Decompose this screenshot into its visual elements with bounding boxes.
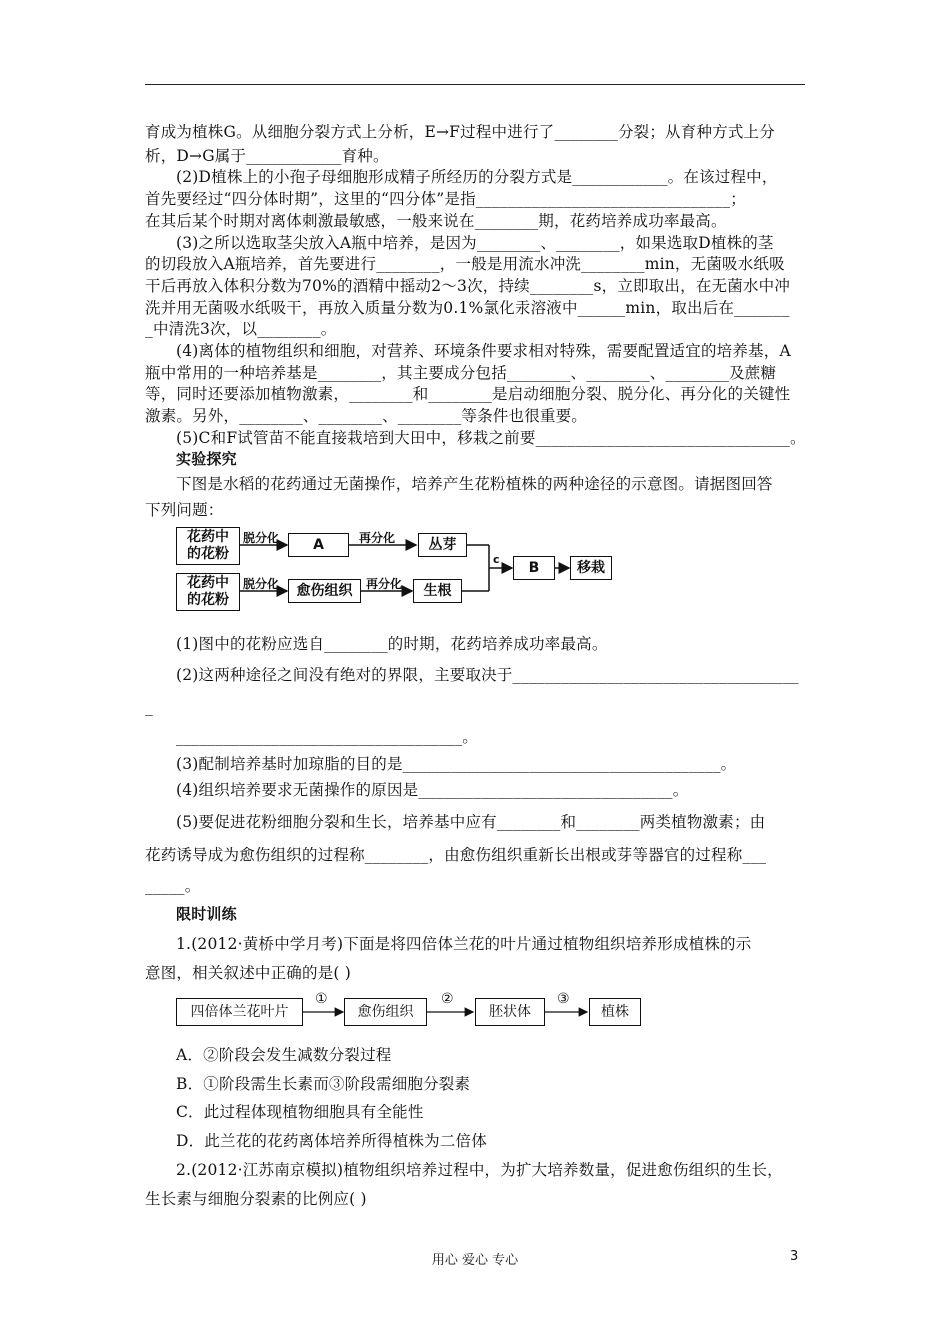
text-line: 洗并用无菌吸水纸吸干，再放入质量分数为0.1%氯化汞溶液中______min，取出后在_______	[145, 299, 790, 317]
text-line: (2)D植株上的小孢子母细胞形成精子所经历的分裂方式是____________。在该过程中，	[176, 168, 778, 186]
text-line: 首先要经过“四分体时期”，这里的“四分体”是指________________________________；	[145, 190, 746, 208]
question-line: (1)图中的花粉应选自________的时期，花药培养成功率最高。	[176, 635, 608, 653]
question-line: (4)组织培养要求无菌操作的原因是________________________________。	[176, 781, 689, 799]
text-line: 瓶中常用的一种培养基是________，其主要成分包括________、________、________及蔗糖	[145, 364, 777, 382]
stage-a-box: A	[288, 533, 349, 557]
transplant-box: 移栽	[570, 556, 612, 580]
text-line: 下图是水稻的花药通过无菌操作，培养产生花粉植株的两种途径的示意图。请据图回答	[176, 475, 773, 493]
text-line: 下列问题：	[145, 501, 224, 519]
embryoid-box: 胚状体	[475, 998, 545, 1026]
option-b: B．①阶段需生长素而③阶段需细胞分裂素	[176, 1075, 471, 1093]
text-line: 育成为植株G。从细胞分裂方式上分析，E→F过程中进行了________分裂；从育种方式上分	[145, 123, 775, 141]
question-line: 1.(2012·黄桥中学月考)下面是将四倍体兰花的叶片通过植物组织培养形成植株的示	[176, 935, 752, 953]
text-line: 析，D→G属于____________育种。	[145, 147, 389, 165]
plant-box: 植株	[589, 998, 641, 1026]
bud-box: 丛芽	[418, 533, 467, 557]
text-line: (3)之所以选取茎尖放入A瓶中培养，是因为________、________，如果选取D植株的茎	[176, 234, 774, 252]
redifferentiation-label: 再分化	[366, 577, 403, 591]
text-line: 在其后某个时期对离体刺激最敏感，一般来说在________期，花药培养成功率最高。	[145, 212, 727, 230]
option-c: C．此过程体现植物细胞具有全能性	[176, 1103, 424, 1121]
text-line: _中清洗3次，以________。	[145, 320, 337, 338]
pollen-source-box: 花药中 的花粉	[176, 527, 240, 565]
question-line: ____________________________________。	[176, 728, 478, 746]
text-line: (5)C和F试管苗不能直接栽培到大田中，移栽之前要________________________________。	[176, 429, 806, 447]
step-c-label: c	[493, 553, 500, 566]
dedifferentiation-label: 脱分化	[243, 531, 280, 545]
question-line: 生长素与细胞分裂素的比例应( )	[145, 1190, 367, 1208]
page-number: 3	[790, 1249, 799, 1264]
page-footer: 用心 爱心 专心	[431, 1253, 519, 1268]
leaf-box: 四倍体兰花叶片	[176, 998, 303, 1026]
section-heading: 限时训练	[176, 905, 237, 923]
redifferentiation-label: 再分化	[359, 531, 396, 545]
question-line: _	[145, 698, 153, 716]
callus-box: 愈伤组织	[344, 998, 427, 1026]
question-line: (3)配制培养基时加琼脂的目的是________________________________________。	[176, 755, 737, 773]
callus-box: 愈伤组织	[288, 579, 361, 603]
pollen-source-box: 花药中 的花粉	[176, 573, 240, 611]
option-a: A．②阶段会发生减数分裂过程	[176, 1046, 392, 1064]
text-line: 激素。另外，________、________、________等条件也很重要。	[145, 407, 588, 425]
question-line: 花药诱导成为愈伤组织的过程称________，由愈伤组织重新长出根或芽等器官的过程称___	[145, 846, 767, 864]
step-3-label: ③	[557, 991, 570, 1007]
text-line: (4)离体的植物组织和细胞，对营养、环境条件要求相对特殊，需要配置适宜的培养基，A	[176, 342, 791, 360]
step-1-label: ①	[315, 991, 328, 1007]
question-line: (5)要促进花粉细胞分裂和生长，培养基中应有________和________两类植物激素；由	[176, 813, 766, 831]
option-d: D．此兰花的花药离体培养所得植株为二倍体	[176, 1132, 487, 1150]
question-line: 2.(2012·江苏南京模拟)植物组织培养过程中，为扩大培养数量，促进愈伤组织的生长，	[176, 1161, 783, 1179]
dedifferentiation-label: 脱分化	[243, 577, 280, 591]
text-line: 等，同时还要添加植物激素，________和________是启动细胞分裂、脱分化、再分化的关键性	[145, 385, 791, 403]
root-box: 生根	[413, 579, 462, 603]
question-line: (2)这两种途径之间没有绝对的界限，主要取决于____________________________________	[176, 666, 799, 684]
section-heading: 实验探究	[176, 450, 237, 468]
step-2-label: ②	[441, 991, 454, 1007]
question-line: _____。	[145, 877, 201, 895]
text-line: 的切段放入A瓶培养，首先要进行________，一般是用流水冲洗________min，无菌吸水纸吸	[145, 255, 785, 273]
stage-b-box: B	[513, 556, 555, 580]
question-line: 意图，相关叙述中正确的是( )	[145, 964, 352, 982]
text-line: 干后再放入体积分数为70%的酒精中摇动2～3次，持续________s，立即取出，在无菌水中冲	[145, 277, 791, 295]
